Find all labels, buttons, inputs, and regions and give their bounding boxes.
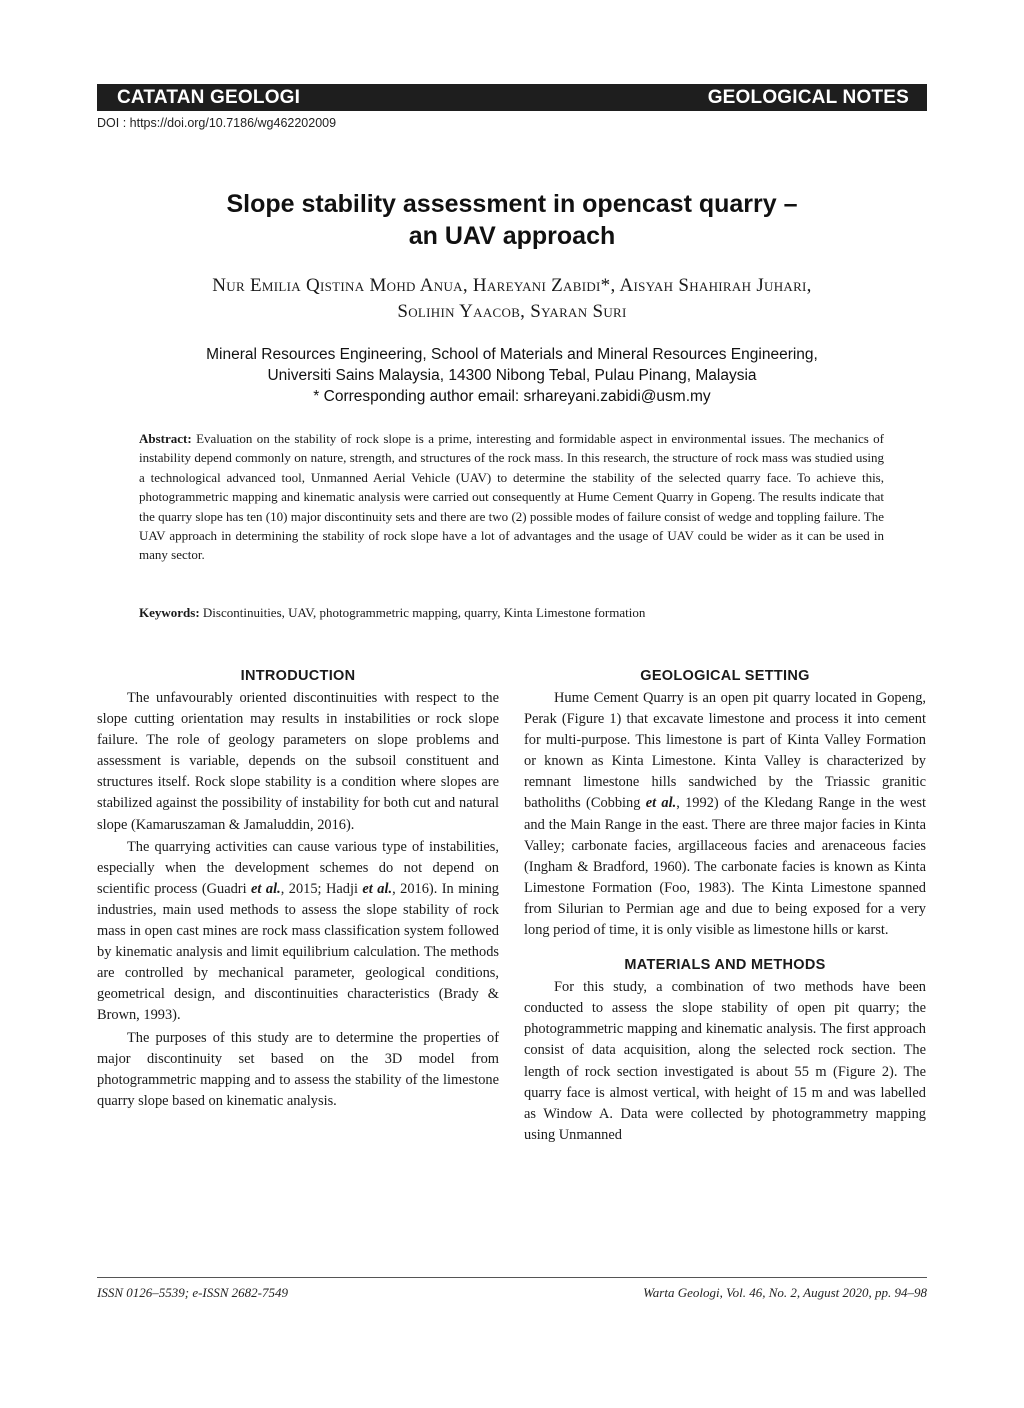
footer-citation: Warta Geologi, Vol. 46, No. 2, August 2020, pp. 94–98 xyxy=(643,1285,927,1300)
authors-line-1: Nur Emilia Qistina Mohd Anua, Hareyani Zabidi*, Aisyah Shahirah Juhari, xyxy=(212,275,812,296)
footer-divider xyxy=(97,1277,927,1278)
abstract-text: Evaluation on the stability of rock slope is a prime, interesting and formidable aspect in environmental issues. The mechanics of instability depend commonly on nature, strength, and structures of the rock mass. In this research, the structure of rock mass was studied using a technological advanced tool, Unmanned Aerial Vehicle (UAV) to determine the stability of the selected quarry face. To achieve this, photogrammetric mapping and kinematic analysis were carried out consequently at Hume Cement Quarry in Gopeng. The results indicate that the quarry slope has ten (10) major discontinuity sets and there are two (2) possible modes of failure consist of wedge and toppling failure. The UAV approach in determining the stability of rock slope have a lot of advantages and the usage of UAV could be wider as it can be used in many sector. xyxy=(139,431,884,563)
keywords xyxy=(139,603,884,622)
title-line-2: an UAV approach xyxy=(408,222,616,250)
abstract xyxy=(139,429,884,565)
introduction-heading: INTRODUCTION xyxy=(240,668,356,684)
keywords-label: Keywords: xyxy=(139,605,200,620)
paper-title xyxy=(120,188,904,252)
banner-right-label: GEOLOGICAL NOTES xyxy=(707,86,909,108)
banner-left-label: CATATAN GEOLOGI xyxy=(117,86,301,108)
affiliation-line-2: Universiti Sains Malaysia, 14300 Nibong Tebal, Pulau Pinang, Malaysia xyxy=(267,367,757,384)
doi-link[interactable]: DOI : https://doi.org/10.7186/wg462202009 xyxy=(97,116,337,130)
materials-methods-paragraph: For this study, a combination of two methods have been conducted to assess the slope stability of open pit quarry; the photogrammetric mapping and kinematic analysis. The first approach consist of data acquisition, along the selected rock section. The length of rock section investigated is about 55 m (Figure 2). The quarry face is almost vertical, with height of 15 m and was labelled as Window A. Data were collected by photogrammetry mapping using Unmanned xyxy=(524,979,926,1143)
geological-setting-paragraph: Hume Cement Quarry is an open pit quarry located in Gopeng, Perak (Figure 1) that excavate limestone and process it into cement for multi-purpose. This limestone is part of Kinta Valley Formation or known as Kinta Limestone. Kinta Valley is characterized by remnant limestone hills sandwiched by the Triassic granitic batholiths (Cobbing et al., 1992) of the Kledang Range in the west and the Main Range in the east. There are three major facies in Kinta Valley; carbonate facies, argillaceous facies and arenaceous facies (Ingham & Bradford, 1960). The carbonate facies is known as Kinta Limestone Formation (Foo, 1983). The Kinta Limestone spanned from Silurian to Permian age and due to being exposed for a very long period of time, it is only visible as limestone hills or karst. xyxy=(524,690,926,939)
introduction-paragraph-2: The quarrying activities can cause various type of instabilities, especially when the development schemes do not depend on scientific process (Guadri et al., 2015; Hadji et al., 2016). In mining industries, main used methods to assess the slope stability of rock mass in open cast mines are rock mass classification system followed by kinematic analysis and limit equilibrium calculation. The methods are controlled by mechanical parameter, geological conditions, geometrical design, and discontinuities characteristics (Brady & Brown, 1993). xyxy=(97,838,499,1024)
geological-setting-heading: GEOLOGICAL SETTING xyxy=(640,668,810,684)
author-list xyxy=(100,273,924,325)
introduction-paragraph-3: The purposes of this study are to determine the properties of major discontinuity set based on the 3D model from photogrammetric mapping and to assess the stability of the limestone quarry slope based on kinematic analysis. xyxy=(97,1029,499,1109)
abstract-label: Abstract: xyxy=(139,431,192,446)
footer-issn: ISSN 0126–5539; e-ISSN 2682-7549 xyxy=(97,1285,289,1300)
journal-banner xyxy=(97,84,927,111)
corresponding-email: * Corresponding author email: srhareyani.zabidi@usm.my xyxy=(313,388,711,405)
affiliation-line-1: Mineral Resources Engineering, School of Materials and Mineral Resources Engineering, xyxy=(206,346,818,363)
left-column xyxy=(97,666,499,1113)
keywords-text: Discontinuities, UAV, photogrammetric mapping, quarry, Kinta Limestone formation xyxy=(202,605,646,620)
page-footer xyxy=(97,1285,927,1301)
authors-line-2: Solihin Yaacob, Syaran Suri xyxy=(397,301,627,322)
introduction-paragraph-1: The unfavourably oriented discontinuities with respect to the slope cutting orientation may results in instabilities or rock slope failure. The role of geology parameters on slope problems and assessment is variable, depends on the subsoil constituent and structures itself. Rock slope stability is a condition where slopes are stabilized against the possibility of instability for both cut and natural slope (Kamaruszaman & Jamaluddin, 2016). xyxy=(97,690,499,833)
title-line-1: Slope stability assessment in opencast quarry – xyxy=(226,190,798,218)
materials-methods-heading: MATERIALS AND METHODS xyxy=(624,957,826,974)
right-column xyxy=(524,666,926,1147)
affiliation xyxy=(100,344,924,407)
